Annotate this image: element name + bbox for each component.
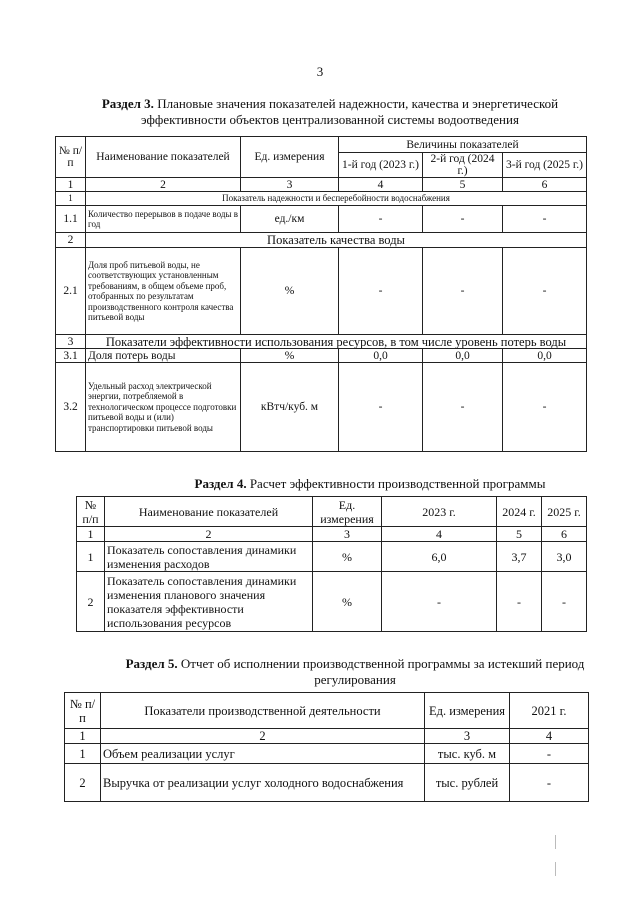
group-num: 3: [56, 335, 86, 349]
group-num: 2: [56, 233, 86, 248]
group-row: [56, 192, 587, 206]
table-row: [56, 248, 587, 335]
row-value: -: [503, 206, 587, 233]
row-name: Выручка от реализации услуг холодного водоснабжения: [101, 764, 425, 802]
table-row: [56, 349, 587, 363]
header-num: № п/п: [77, 497, 105, 527]
row-value: -: [503, 248, 587, 335]
group-row: [56, 233, 587, 248]
column-numbers-row: [77, 527, 587, 542]
section4-heading: [120, 476, 620, 492]
col-number: 1: [65, 729, 101, 744]
header-num: № п/п: [56, 137, 86, 178]
col-number: 4: [382, 527, 497, 542]
header-num: № п/п: [65, 693, 101, 729]
col-number: 4: [339, 178, 423, 192]
header-year-2023: 2023 г.: [382, 497, 497, 527]
section4-title-text: Расчет эффективности производственной программы: [249, 476, 546, 491]
section5-title-bold: Раздел 5.: [125, 656, 178, 671]
group-row: [56, 335, 587, 349]
col-number: 1: [56, 178, 86, 192]
table-row: [77, 572, 587, 632]
row-value: -: [497, 572, 542, 632]
col-number: 1: [77, 527, 105, 542]
row-name: Объем реализации услуг: [101, 744, 425, 764]
header-name: Наименование показателей: [105, 497, 313, 527]
header-year-2: 2-й год (2024 г.): [423, 153, 503, 178]
col-number: 5: [497, 527, 542, 542]
section5-table: [64, 692, 589, 802]
row-num: 2: [77, 572, 105, 632]
row-value: -: [382, 572, 497, 632]
col-number: 2: [105, 527, 313, 542]
header-unit: Ед. измерения: [425, 693, 510, 729]
header-year-3: 3-й год (2025 г.): [503, 153, 587, 178]
row-value: 3,0: [542, 542, 587, 572]
row-value: -: [542, 572, 587, 632]
row-value: 3,7: [497, 542, 542, 572]
row-unit: кВтч/куб. м: [241, 363, 339, 452]
table-row: [65, 744, 589, 764]
row-unit: %: [241, 248, 339, 335]
row-num: 1: [77, 542, 105, 572]
row-num: 3.1: [56, 349, 86, 363]
table-row: [56, 363, 587, 452]
section3-title-text: Плановые значения показателей надежности, качества и энергетической эффективности объектов централизованной системы водоотведения: [141, 96, 559, 127]
row-unit: тыс. куб. м: [425, 744, 510, 764]
group-title: Показатели эффективности использования ресурсов, в том числе уровень потерь воды: [86, 335, 587, 349]
header-year-2024: 2024 г.: [497, 497, 542, 527]
header-year-2021: 2021 г.: [510, 693, 589, 729]
row-value: 0,0: [339, 349, 423, 363]
row-value: -: [423, 248, 503, 335]
header-year-2025: 2025 г.: [542, 497, 587, 527]
row-name: Доля проб питьевой воды, не соответствующих установленным требованиям, в общем объеме проб, отобранных по результатам производственного контроля качества питьевой воды: [86, 248, 241, 335]
row-name: Доля потерь воды: [86, 349, 241, 363]
row-value: -: [423, 363, 503, 452]
row-num: 1: [65, 744, 101, 764]
row-num: 1.1: [56, 206, 86, 233]
page-number: 3: [316, 64, 324, 79]
column-numbers-row: [65, 729, 589, 744]
group-title: Показатель качества воды: [86, 233, 587, 248]
table-row: [77, 542, 587, 572]
column-numbers-row: [56, 178, 587, 192]
row-value: -: [423, 206, 503, 233]
row-unit: %: [241, 349, 339, 363]
row-num: 2.1: [56, 248, 86, 335]
row-value: -: [339, 206, 423, 233]
section3-heading: [80, 96, 580, 128]
table-row: [56, 206, 587, 233]
section5-heading: [110, 656, 600, 688]
scan-mark: [555, 835, 556, 849]
table-row: [65, 764, 589, 802]
col-number: 4: [510, 729, 589, 744]
section4-title-bold: Раздел 4.: [194, 476, 247, 491]
row-unit: тыс. рублей: [425, 764, 510, 802]
col-number: 2: [86, 178, 241, 192]
header-values-group: Величины показателей: [339, 137, 587, 153]
row-value: -: [510, 744, 589, 764]
header-name: Наименование показателей: [86, 137, 241, 178]
group-num: 1: [56, 192, 86, 206]
section3-table: [55, 136, 587, 452]
col-number: 3: [425, 729, 510, 744]
row-unit: %: [313, 572, 382, 632]
row-value: -: [339, 248, 423, 335]
section3-title-bold: Раздел 3.: [101, 96, 154, 111]
row-unit: %: [313, 542, 382, 572]
col-number: 3: [313, 527, 382, 542]
row-name: Удельный расход электрической энергии, потребляемой в технологическом процессе подготовки питьевой воды и (или) транспортировки питьевой воды: [86, 363, 241, 452]
row-value: -: [339, 363, 423, 452]
group-title: Показатель надежности и бесперебойности водоснабжения: [86, 192, 587, 206]
row-name: Показатель сопоставления динамики изменения планового значения показателя эффективности использования ресурсов: [105, 572, 313, 632]
row-name: Показатель сопоставления динамики изменения расходов: [105, 542, 313, 572]
row-unit: ед./км: [241, 206, 339, 233]
row-value: -: [510, 764, 589, 802]
col-number: 6: [503, 178, 587, 192]
scan-mark: [555, 862, 556, 876]
col-number: 2: [101, 729, 425, 744]
col-number: 3: [241, 178, 339, 192]
col-number: 5: [423, 178, 503, 192]
row-name: Количество перерывов в подаче воды в год: [86, 206, 241, 233]
row-num: 3.2: [56, 363, 86, 452]
row-value: 0,0: [423, 349, 503, 363]
header-unit: Ед. измерения: [241, 137, 339, 178]
header-year-1: 1-й год (2023 г.): [339, 153, 423, 178]
section4-table: [76, 496, 587, 632]
header-unit: Ед. измерения: [313, 497, 382, 527]
row-value: -: [503, 363, 587, 452]
col-number: 6: [542, 527, 587, 542]
row-num: 2: [65, 764, 101, 802]
section5-title-text: Отчет об исполнении производственной программы за истекший период регулирования: [180, 656, 585, 687]
row-value: 0,0: [503, 349, 587, 363]
row-value: 6,0: [382, 542, 497, 572]
header-name: Показатели производственной деятельности: [101, 693, 425, 729]
